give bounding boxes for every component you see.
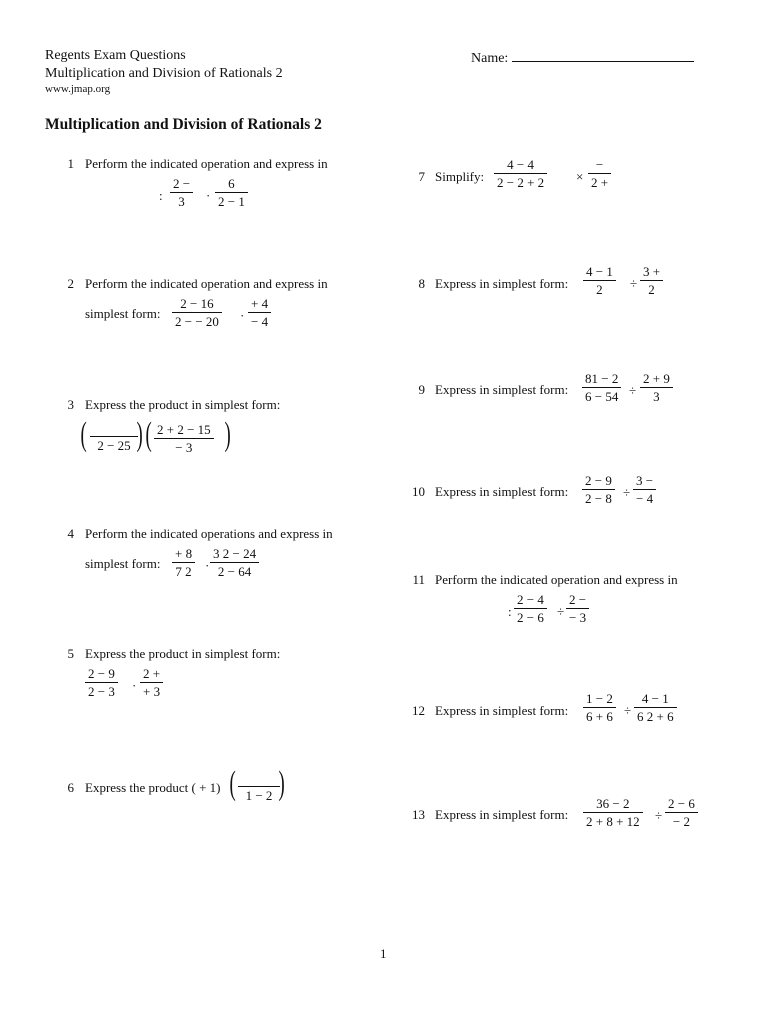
numerator: 81 − 2 [585,371,619,386]
denominator: 2 − 3 [88,684,115,699]
denominator: 2 [596,282,603,297]
name-blank-line [512,49,694,62]
fraction-2 [633,474,656,505]
question-text: Perform the indicated operation and express in [435,572,678,587]
numerator: 3 2 − 24 [213,546,257,561]
fraction-2 [210,547,259,578]
denominator: 3 [178,194,185,209]
numerator: 2 − 6 [668,796,695,811]
numerator: 2 − 4 [517,592,544,607]
right-paren: ) [136,416,143,453]
numerator: 2 + [143,666,161,681]
numerator: 4 − 1 [641,691,669,706]
fraction-2 [248,297,271,328]
fraction-2 [140,667,163,698]
fraction-2 [154,423,214,454]
fraction-1 [514,593,547,624]
denominator: 6 − 54 [585,389,619,404]
operator: ÷ [557,604,565,619]
numerator [111,423,117,436]
fraction-1 [583,692,616,723]
denominator: − 4 [251,314,269,329]
numerator: 2 − 16 [180,296,214,311]
fraction-1 [172,547,195,578]
question-text: Express in simplest form: [435,807,569,822]
fraction-1 [582,474,615,505]
numerator: 6 [228,176,235,191]
question-number: 11 [412,572,425,587]
question-text: Express the product in simplest form: [85,646,281,661]
question-text: Express the product in simplest form: [85,397,281,412]
fraction-2 [640,372,673,403]
fraction-1 [90,423,138,452]
header-line-2: Multiplication and Division of Rationals 2 [45,66,283,81]
fraction-1 [494,158,547,189]
denominator: 2 − 2 + 2 [497,175,545,190]
question-text: Perform the indicated operation and express in [85,156,328,171]
header-line-1: Regents Exam Questions [45,48,186,63]
denominator: 2 + [591,175,609,190]
denominator: − 4 [636,491,654,506]
fraction-1 [170,177,193,208]
numerator: 2 − 9 [585,473,612,488]
operator: ÷ [623,485,631,500]
fraction-2 [215,177,248,208]
question-text-line-2: simplest form: [85,306,161,321]
denominator: 2 − 8 [585,491,612,506]
question-number: 2 [67,276,74,291]
operator: ÷ [624,703,632,718]
numerator: 4 − 1 [586,264,613,279]
question-text: Express in simplest form: [435,703,569,718]
question-text: Perform the indicated operations and express in [85,526,333,541]
operator: · [132,678,137,693]
question-text: Express in simplest form: [435,276,569,291]
denominator: 2 − 64 [217,564,252,579]
fraction-1 [582,372,621,403]
question-text: Express the product ( + 1) [85,780,221,795]
numerator: 1 − 2 [586,691,613,706]
numerator: 36 − 2 [596,796,630,811]
denominator: 2 + 8 + 12 [586,814,640,829]
numerator: − [595,157,604,172]
question-number: 9 [418,382,425,397]
left-paren: ( [145,416,152,453]
question-number: 3 [67,397,74,412]
numerator: 4 − 4 [507,157,534,172]
denominator: 6 2 + 6 [637,709,674,724]
operator: · [206,188,211,203]
question-text: Express in simplest form: [435,484,569,499]
numerator: + 4 [251,296,269,311]
question-text-line-2: simplest form: [85,556,161,571]
question-number: 7 [418,169,425,184]
question-number: 10 [412,484,425,499]
denominator: 2 − 1 [218,194,245,209]
numerator: 2 − [569,592,587,607]
question-number: 8 [418,276,425,291]
fraction-2 [665,797,698,828]
numerator: 2 − 9 [88,666,115,681]
denominator: − 2 [672,814,690,829]
question-number: 12 [412,703,425,718]
operator: × [576,169,584,184]
fraction-1 [238,773,280,802]
numerator: + 8 [175,546,193,561]
numerator: 3 + [643,264,661,279]
numerator: 2 − [173,176,191,191]
question-number: 5 [67,646,74,661]
denominator: + 3 [143,684,161,699]
denominator: 7 2 [175,564,192,579]
left-paren: ( [229,765,236,802]
denominator: 1 − 2 [245,788,273,803]
operator: · [240,308,245,323]
operator: ÷ [630,276,638,291]
question-text: Simplify: [435,169,485,184]
denominator: 6 + 6 [586,709,613,724]
question-text: Perform the indicated operation and express in [85,276,328,291]
operator: ÷ [655,808,663,823]
question-text: Express in simplest form: [435,382,569,397]
operator: ÷ [629,383,637,398]
fraction-1 [85,667,118,698]
denominator: 2 − 25 [97,438,131,453]
name-field [471,49,694,66]
fraction-1 [172,297,222,328]
fraction-1 [583,797,643,828]
fraction-2 [566,593,589,624]
denominator: 2 [648,282,655,297]
fraction-1 [583,265,616,296]
page-title: Multiplication and Division of Rationals 2 [45,116,322,133]
question-number: 4 [67,526,74,541]
denominator: − 3 [175,440,193,455]
fraction-2 [588,158,611,189]
header-url: www.jmap.org [45,83,111,95]
question-number: 1 [67,156,74,171]
fraction-2 [640,265,663,296]
numerator: 2 + 2 − 15 [157,422,211,437]
question-number: 6 [67,780,74,795]
question-prefix: : [159,188,163,203]
right-paren: ) [224,416,231,453]
numerator: 2 + 9 [643,371,670,386]
numerator [256,773,262,786]
denominator: 3 [653,389,660,404]
numerator: 3 − [636,473,654,488]
denominator: − 3 [569,610,587,625]
page-number: 1 [380,946,387,961]
denominator: 2 − − 20 [175,314,219,329]
question-number: 13 [412,807,425,822]
denominator: 2 − 6 [517,610,544,625]
question-prefix: : [508,604,512,619]
fraction-2 [634,692,677,723]
operator: · [205,558,210,573]
name-label: Name: [471,51,509,66]
left-paren: ( [80,416,87,453]
right-paren: ) [278,765,285,802]
